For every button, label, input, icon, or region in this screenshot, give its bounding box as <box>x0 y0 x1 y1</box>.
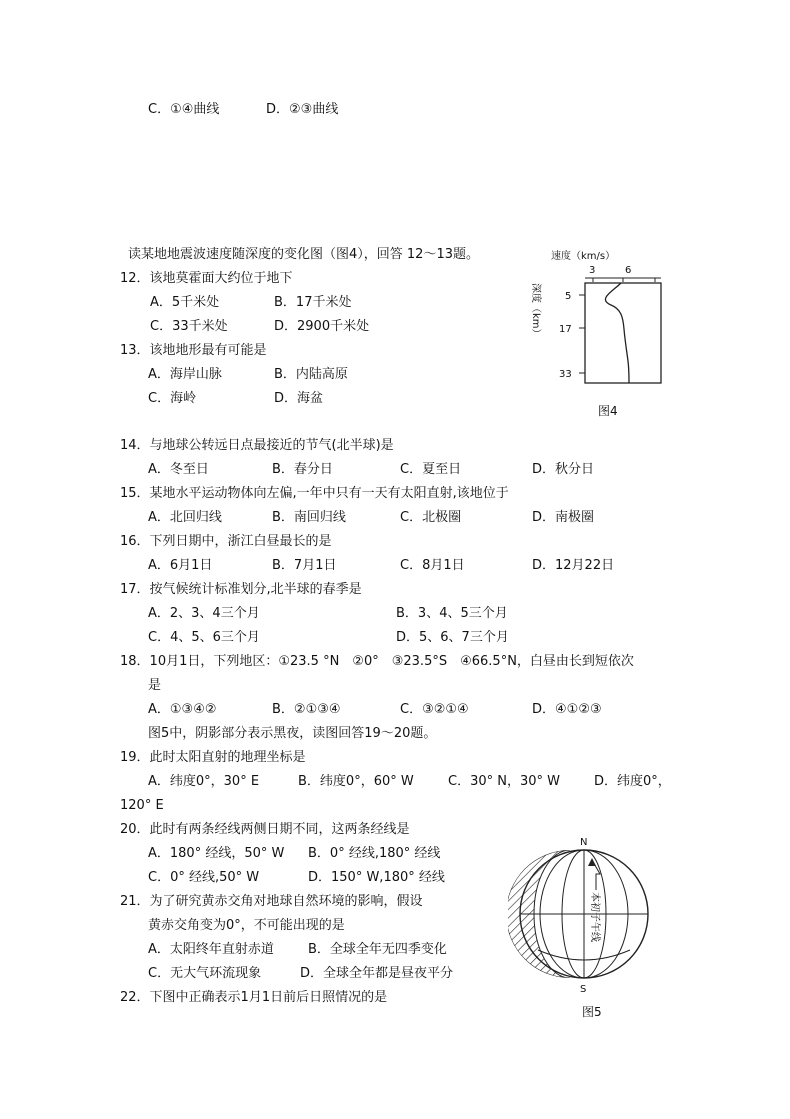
q14-option-a: A．冬至日 <box>148 462 209 477</box>
q16-option-a: A．6月1日 <box>148 558 213 573</box>
q13-stem: 13．该地地形最有可能是 <box>120 343 267 358</box>
intro-19-20: 图5中，阴影部分表示黑夜，读图回答19～20题。 <box>148 726 437 741</box>
q12-option-a: A．5千米处 <box>150 295 220 310</box>
q14-option-d: D．秋分日 <box>532 462 595 477</box>
fig4-y-title: 深度（km） <box>530 283 541 339</box>
fig4-y-tick-label-5: 5 <box>565 291 572 302</box>
q13-option-c: C．海岭 <box>148 391 197 406</box>
q21-stem-continued: 黄赤交角变为0°，不可能出现的是 <box>148 918 345 933</box>
fig4-caption: 图4 <box>598 404 618 418</box>
fig4-x-title: 速度（km/s） <box>551 251 616 262</box>
q14-option-b: B．春分日 <box>272 462 333 477</box>
q17-option-b: B．3、4、5三个月 <box>396 606 508 621</box>
q17-option-d: D．5、6、7三个月 <box>396 630 509 645</box>
q13-option-d: D．海盆 <box>274 391 324 406</box>
q13-option-a: A．海岸山脉 <box>148 367 222 382</box>
fig5-prime-meridian-label: 本初子午线 <box>589 892 600 942</box>
fig5-south-label: S <box>580 984 587 995</box>
q15-option-c: C．北极圈 <box>400 510 462 525</box>
q18-option-b: B．②①③④ <box>272 702 341 717</box>
q20-option-d: D．150° W,180° 经线 <box>308 870 445 885</box>
q17-option-c: C．4、5、6三个月 <box>148 630 260 645</box>
q20-option-b: B．0° 经线,180° 经线 <box>308 846 441 861</box>
q18-stem-continued: 是 <box>148 678 162 693</box>
q15-option-b: B．南回归线 <box>272 510 346 525</box>
q18-option-d: D．④①②③ <box>532 702 602 717</box>
q22-stem: 22．下图中正确表示1月1日前后日照情况的是 <box>120 990 388 1005</box>
fig4-velocity-curve <box>605 283 629 383</box>
q14-stem: 14．与地球公转远日点最接近的节气(北半球)是 <box>120 438 394 453</box>
q19-option-d-continued: 120° E <box>120 798 164 813</box>
q12-option-c: C．33千米处 <box>150 319 228 334</box>
q19-stem: 19．此时太阳直射的地理坐标是 <box>120 750 306 765</box>
q17-stem: 17．按气候统计标准划分,北半球的春季是 <box>120 582 362 597</box>
q15-option-a: A．北回归线 <box>148 510 222 525</box>
fig4-x-tick-label-3: 3 <box>589 265 596 276</box>
q20-stem: 20．此时有两条经线两侧日期不同，这两条经线是 <box>120 822 410 837</box>
q19-option-b: B．纬度0°，60° W <box>298 774 414 789</box>
q19-option-a: A．纬度0°，30° E <box>148 774 260 789</box>
q12-option-d: D．2900千米处 <box>274 319 370 334</box>
q18-stem: 18．10月1日，下列地区：①23.5 °N ②0° ③23.5°S ④66.5°N，白昼由长到短依次 <box>120 654 634 669</box>
q16-option-c: C．8月1日 <box>400 558 465 573</box>
q18-option-a: A．①③④② <box>148 702 217 717</box>
option-d-prev: D．②③曲线 <box>266 102 339 117</box>
option-c-prev: C．①④曲线 <box>148 102 220 117</box>
fig5-north-label: N <box>580 837 588 848</box>
figure-4-seismic-chart <box>515 245 675 395</box>
q17-option-a: A．2、3、4三个月 <box>148 606 260 621</box>
fig5-arrow-head <box>588 858 596 866</box>
fig4-y-tick-label-17: 17 <box>559 324 572 335</box>
q16-stem: 16．下列日期中，浙江白昼最长的是 <box>120 534 332 549</box>
intro-12-13: 读某地地震波速度随深度的变化图（图4），回答 12～13题。 <box>128 247 479 262</box>
q21-stem: 21．为了研究黄赤交角对地球自然环境的影响，假设 <box>120 894 423 909</box>
q21-option-b: B．全球全年无四季变化 <box>308 942 447 957</box>
q15-stem: 15．某地水平运动物体向左偏,一年中只有一天有太阳直射,该地位于 <box>120 486 509 501</box>
q16-option-b: B．7月1日 <box>272 558 337 573</box>
figure-5-globe-diagram <box>508 830 668 1000</box>
q18-option-c: C．③②①④ <box>400 702 469 717</box>
q21-option-d: D．全球全年都是昼夜平分 <box>300 966 454 981</box>
fig4-y-tick-label-33: 33 <box>559 369 572 380</box>
q21-option-c: C．无大气环流现象 <box>148 966 262 981</box>
fig5-caption: 图5 <box>582 1005 602 1019</box>
q20-option-c: C．0° 经线,50° W <box>148 870 260 885</box>
q14-option-c: C．夏至日 <box>400 462 462 477</box>
fig4-x-tick-label-6: 6 <box>625 265 632 276</box>
q16-option-d: D．12月22日 <box>532 558 615 573</box>
q19-option-d: D．纬度0°， <box>594 774 671 789</box>
q12-option-b: B．17千米处 <box>274 295 352 310</box>
fig4-plot-frame <box>585 283 661 383</box>
q19-option-c: C．30° N，30° W <box>448 774 561 789</box>
q21-option-a: A．太阳终年直射赤道 <box>148 942 274 957</box>
q15-option-d: D．南极圈 <box>532 510 595 525</box>
q13-option-b: B．内陆高原 <box>274 367 348 382</box>
q12-stem: 12．该地莫霍面大约位于地下 <box>120 271 293 286</box>
q20-option-a: A．180° 经线，50° W <box>148 846 285 861</box>
